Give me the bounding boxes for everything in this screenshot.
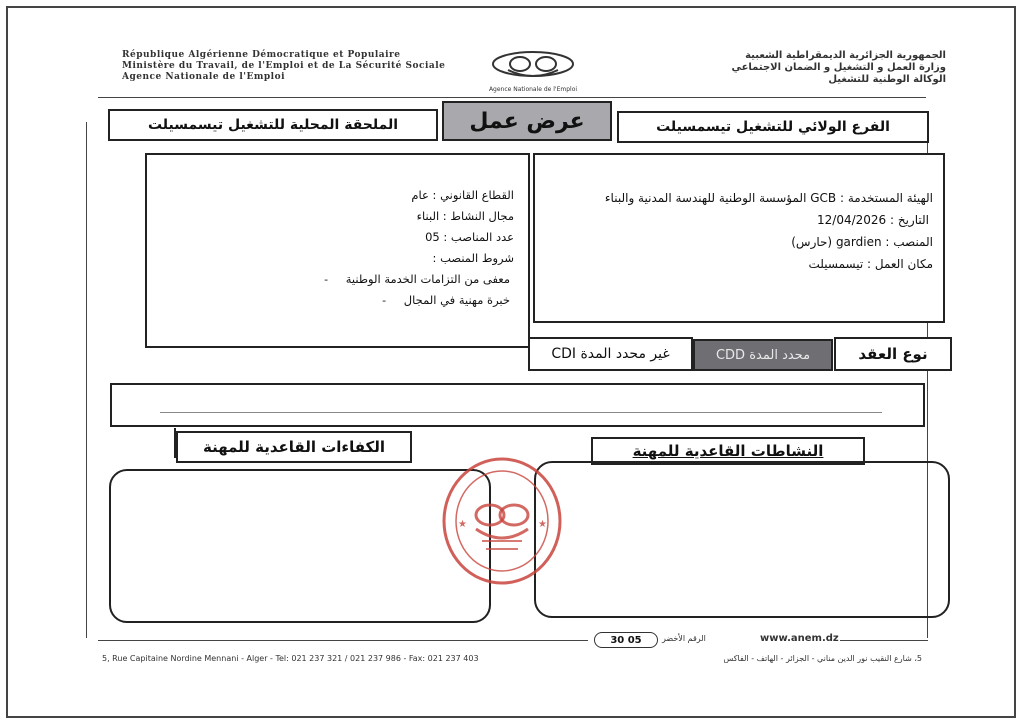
- employer-box: [533, 153, 945, 323]
- green-number-label: الرقم الأخضر: [662, 634, 706, 643]
- requirements-box: [145, 153, 530, 348]
- condition-dash: -: [324, 273, 329, 286]
- header-french: [122, 50, 445, 83]
- address-french: 5, Rue Capitaine Nordine Mennani - Alger - Tel: 021 237 321 / 021 237 986 - Fax: 021 237 403: [102, 654, 479, 663]
- condition-text: خبرة مهنية في المجال: [403, 293, 510, 307]
- logo-caption: Agence Nationale de l'Emploi: [488, 86, 578, 93]
- header-fr-line-2: Ministère du Travail, de l'Emploi et de La Sécurité Sociale: [122, 61, 446, 71]
- header-ar-line-1: الجمهورية الجزائرية الديمقراطية الشعبية: [745, 50, 946, 61]
- workplace: مكان العمل : تيسمسيلت: [808, 257, 933, 271]
- blank-field-line: [160, 412, 882, 413]
- header-fr-line-3: Agence Nationale de l'Emploi: [122, 72, 286, 82]
- condition-text: معفى من التزامات الخدمة الوطنية: [345, 272, 510, 286]
- contract-type-label: نوع العقد: [834, 337, 952, 371]
- blank-field: [110, 383, 925, 427]
- official-stamp-icon: [440, 455, 565, 587]
- offer-title: عرض عمل: [442, 101, 612, 141]
- anem-logo: [478, 48, 588, 92]
- svg-text:★: ★: [538, 519, 547, 530]
- address-arabic: 5، شارع النقيب نور الدين مناني - الجزائر - الهاتف - الفاكس: [723, 654, 922, 663]
- activities-heading: النشاطات القاعدية للمهنة: [591, 437, 865, 465]
- local-agency-box: الملحقة المحلية للتشغيل تيسمسيلت: [108, 109, 438, 141]
- website-link[interactable]: www.anem.dz: [760, 633, 839, 644]
- svg-text:★: ★: [458, 519, 467, 530]
- footer-divider-right: [840, 640, 928, 641]
- header-divider: [98, 97, 926, 98]
- legal-sector: القطاع القانوني : عام: [411, 188, 514, 202]
- condition-item: [174, 269, 514, 290]
- green-number: 30 05: [594, 632, 658, 648]
- contract-cdi: غير محدد المدة CDI: [528, 337, 693, 371]
- header-ar-line-3: الوكالة الوطنية للتشغيل: [828, 74, 946, 85]
- footer-divider-left: [98, 640, 588, 641]
- competencies-box: [109, 469, 491, 623]
- activity-field: مجال النشاط : البناء: [416, 209, 514, 223]
- activities-box: [534, 461, 950, 618]
- employer: الهيئة المستخدمة : GCB المؤسسة الوطنية للهندسة المدنية والبناء: [604, 191, 933, 205]
- header-arabic: [731, 50, 946, 86]
- header-fr-line-1: République Algérienne Démocratique et Populaire: [122, 50, 401, 60]
- contract-cdd: محدد المدة CDD: [693, 339, 833, 371]
- positions-count: عدد المناصب : 05: [425, 230, 514, 244]
- position: المنصب : gardien (حارس): [791, 235, 933, 249]
- anem-logo-icon: [478, 48, 588, 82]
- condition-dash: -: [382, 294, 387, 307]
- competencies-heading: الكفاءات القاعدية للمهنة: [176, 431, 412, 463]
- regional-branch-box: الفرع الولائي للتشغيل تيسمسيلت: [617, 111, 929, 143]
- offer-date: التاريخ : 12/04/2026: [817, 213, 929, 227]
- header-ar-line-2: وزارة العمل و التشغيل و الضمان الاجتماعي: [731, 62, 946, 73]
- condition-item: [174, 290, 514, 311]
- conditions-title: شروط المنصب :: [432, 251, 514, 265]
